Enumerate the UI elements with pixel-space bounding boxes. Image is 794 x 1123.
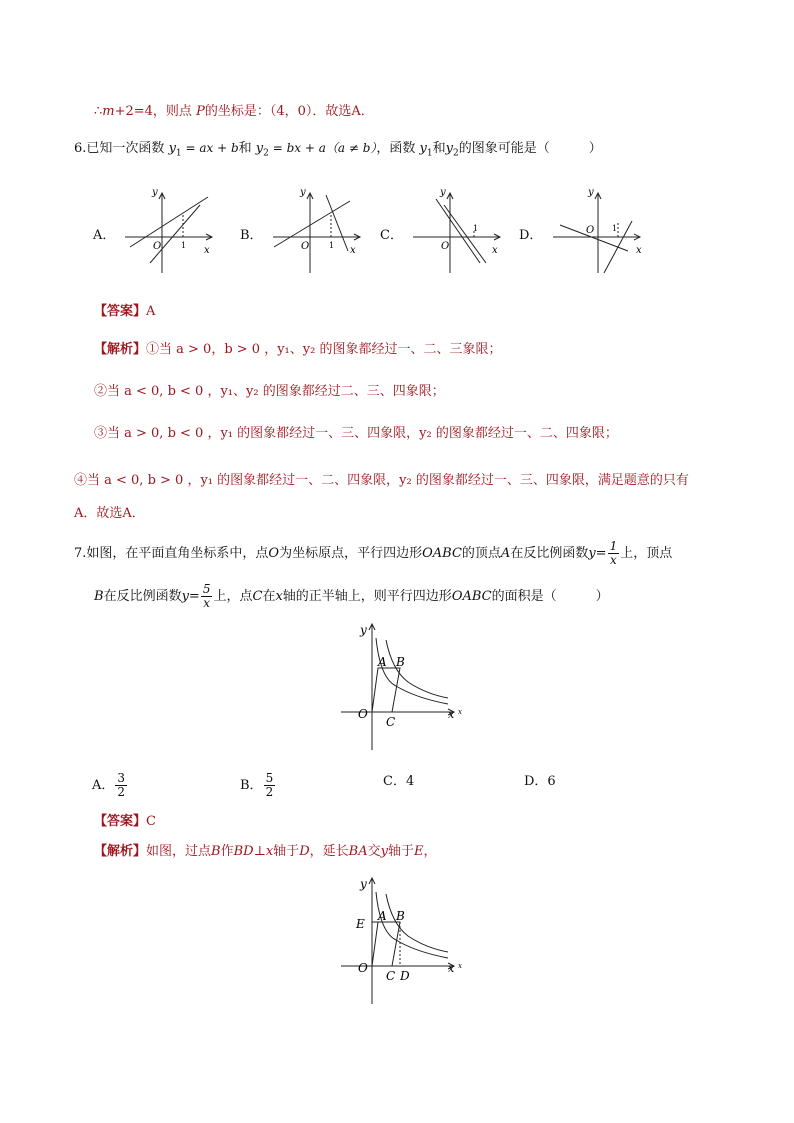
y-label: y — [360, 623, 367, 637]
q6-option-b-label: B． — [240, 228, 263, 243]
y-label: y — [440, 187, 446, 198]
curve-1-over-x — [376, 638, 448, 704]
x-label: x — [448, 962, 455, 975]
q6-option-c-label: C． — [380, 228, 403, 243]
line-1 — [130, 197, 208, 247]
origin-label: O — [358, 707, 368, 721]
q6-graph-d — [548, 185, 648, 275]
y-label: y — [588, 187, 594, 198]
q7-option-d: D．6 — [524, 774, 556, 789]
point-b-label: B — [396, 909, 405, 923]
q6-analysis-4: ④当 a < 0, b > 0 ，y₁ 的图象都经过一、二、四象限，y₂ 的图象都经过一、三、四象限，满足题意的只有 — [74, 473, 689, 488]
q7-figure — [336, 618, 466, 753]
q6-answer: 【答案】A — [94, 304, 156, 319]
q6-analysis-3: ③当 a > 0, b < 0 ，y₁ 的图象都经过一、三、四象限，y₂ 的图象都经过一、二、四象限； — [94, 426, 618, 441]
previous-solution-line: ∴m+2=4，则点 P的坐标是：（4，0）．故选A． — [94, 104, 374, 119]
q7-option-c: C．4 — [383, 774, 415, 789]
y-label: y — [300, 187, 306, 198]
q6-analysis-5: A．故选A． — [74, 506, 145, 521]
parallelogram-oabc — [372, 922, 400, 966]
q7-option-a: A． $\frac{3}{2}$ — [92, 771, 126, 799]
line-2 — [150, 205, 200, 263]
y-label: y — [360, 877, 367, 891]
point-e-label: E — [356, 917, 365, 931]
q6-graph-c — [408, 185, 508, 275]
curve-5-over-x — [386, 894, 448, 952]
origin-label: O — [301, 241, 310, 252]
point-c-label: C — [386, 969, 396, 983]
q6-option-d-label: D． — [519, 228, 543, 243]
point-a-label: A — [378, 655, 387, 669]
tick-label: 1 — [473, 224, 479, 233]
curve-1-over-x — [376, 892, 448, 958]
curve-5-over-x — [386, 640, 448, 698]
tick-label: 1 — [181, 241, 187, 250]
point-d-label: D — [400, 969, 410, 983]
q6-analysis-2: ②当 a < 0, b < 0 ，y₁、y₂ 的图象都经过二、三、四象限； — [94, 384, 445, 399]
tick-label: 1 — [329, 241, 335, 250]
q7-option-b: B． $\frac{5}{2}$ — [240, 771, 274, 799]
point-a-label: A — [378, 909, 387, 923]
point-b-label: B — [396, 655, 405, 669]
origin-label: O — [441, 241, 450, 252]
q7-answer: 【答案】C — [94, 814, 156, 829]
origin-label: O — [358, 961, 368, 975]
parallelogram-oabc — [372, 668, 400, 712]
point-c-label: C — [386, 715, 396, 729]
q7-analysis: 【解析】如图，过点B作BD⊥x轴于D，延长BA交y轴于E， — [94, 844, 437, 859]
x-small-label: x — [458, 962, 462, 970]
q6-graph-b — [268, 185, 368, 275]
q6-analysis-1: 【解析】①当 a > 0，b > 0 ，y₁、y₂ 的图象都经过一、二、三象限； — [94, 342, 502, 357]
q6-graph-a — [120, 185, 220, 275]
question-6-stem: 6.已知一次函数 $y_1$ = ax + b和 $y_2$ = bx + a（a ≠ b），函数 $y_1$和$y_2$的图象可能是（ ） — [74, 141, 602, 159]
y-label: y — [152, 187, 158, 198]
fraction-1-over-x: $\frac{1}{x}$ — [609, 539, 618, 567]
x-label: x — [448, 708, 455, 721]
line-1 — [274, 201, 350, 247]
tick-label: 1 — [612, 224, 618, 233]
x-label: x — [492, 245, 498, 256]
x-small-label: x — [458, 708, 462, 716]
x-label: x — [204, 245, 210, 256]
x-label: x — [636, 245, 642, 256]
x-label: x — [350, 245, 356, 256]
question-7-line-2: B在反比例函数y= $\frac{5}{x}$ 上，点C在x轴的正半轴上，则平行四边形OABC的面积是（ ） — [94, 582, 609, 610]
origin-label: O — [586, 225, 595, 236]
question-7-line-1: 7.如图，在平面直角坐标系中，点O为坐标原点，平行四边形OABC的顶点A在反比例函数y= $\frac{1}{x}$ 上，顶点 — [74, 539, 673, 567]
q7-analysis-figure — [336, 872, 466, 1007]
q6-option-a-label: A． — [93, 228, 116, 243]
fraction-5-over-x: $\frac{5}{x}$ — [202, 582, 211, 610]
origin-label: O — [153, 241, 162, 252]
